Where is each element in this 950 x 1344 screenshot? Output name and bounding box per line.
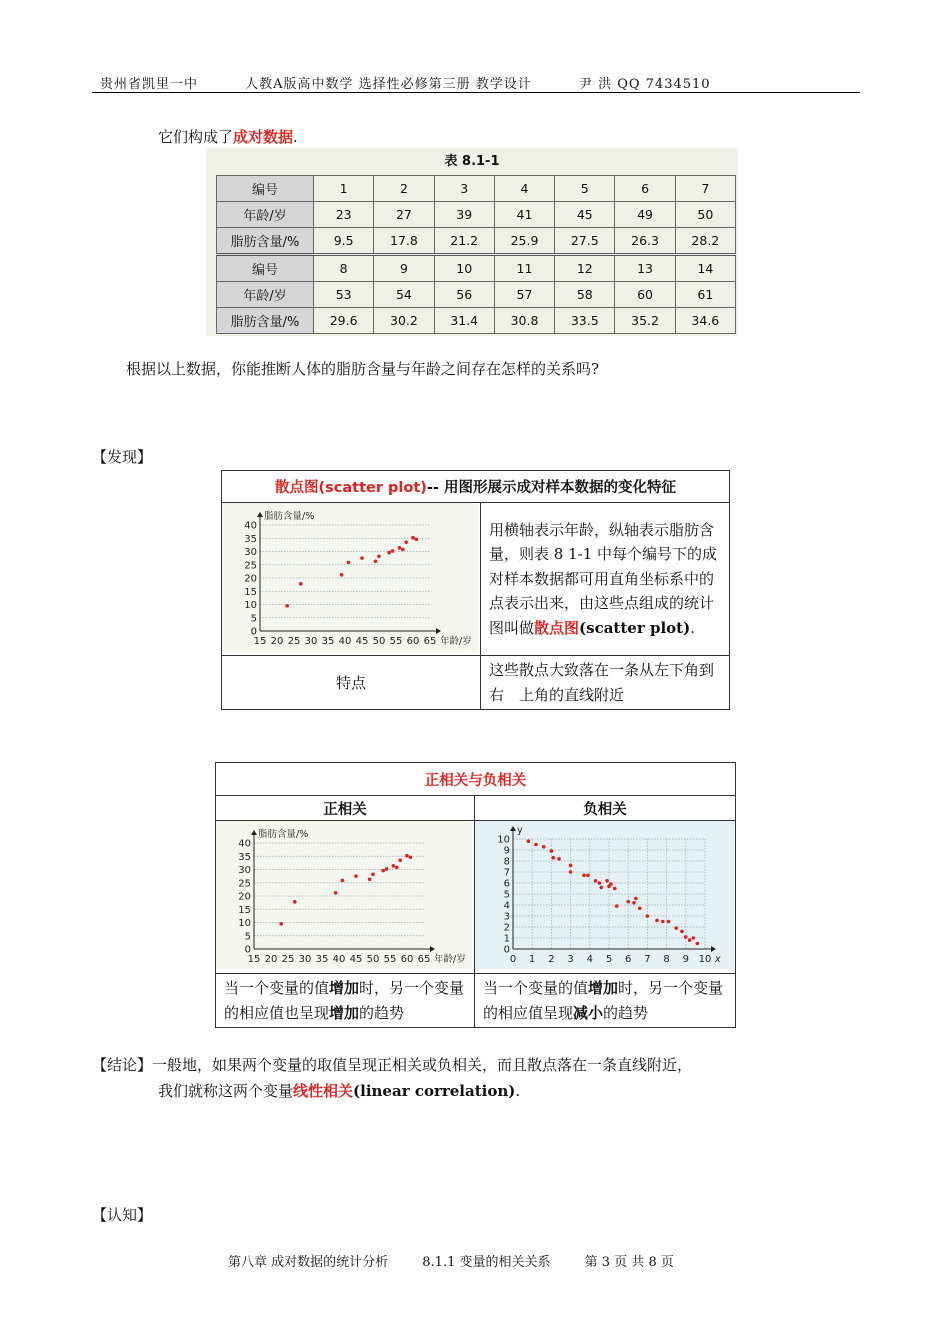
pos-text-bold-2: 增加 [329, 1003, 360, 1022]
y-tick-label: 25 [238, 878, 251, 890]
header-course: 人教A版高中数学 选择性必修第三册 教学设计 [245, 77, 532, 92]
table-cell: 50 [675, 202, 735, 228]
neg-text-bold-2: 减小 [573, 1003, 604, 1022]
footer-section: 8.1.1 变量的相关关系 [422, 1255, 551, 1270]
y-tick-label: 10 [497, 834, 510, 846]
header-rule [92, 92, 860, 93]
data-point [600, 886, 604, 890]
x-tick-label: 60 [406, 636, 420, 647]
conclusion-text-1: 一般地，如果两个变量的取值呈现正相关或负相关，而且散点落在一条直线附近， [152, 1056, 693, 1074]
pos-text-bold-1: 增加 [329, 979, 360, 997]
table-cell: 14 [675, 255, 735, 282]
y-tick-label: 8 [503, 856, 510, 868]
x-tick-label: 35 [321, 636, 335, 647]
footer-chapter: 第八章 成对数据的统计分析 [228, 1255, 389, 1270]
x-tick-label: 30 [304, 636, 318, 647]
table-cell: 41 [494, 202, 554, 228]
data-point [527, 839, 531, 843]
table-cell: 11 [494, 255, 554, 282]
data-table [216, 175, 736, 334]
data-point [392, 864, 396, 868]
correlation-box [215, 762, 736, 1028]
data-point [411, 536, 415, 540]
table-cell: 1 [314, 176, 374, 202]
x-tick-label: 5 [605, 954, 613, 965]
y-tick-label: 4 [503, 900, 510, 912]
x-tick-label: 8 [663, 954, 670, 965]
x-tick-label: 20 [264, 954, 278, 965]
x-axis-label: 年龄/岁 [440, 636, 472, 647]
table-cell: 27.5 [555, 228, 615, 255]
scatter-definition-box [221, 470, 730, 710]
x-tick-label: 30 [298, 954, 312, 965]
y-tick-label: 35 [244, 533, 257, 545]
table-cell: 58 [555, 282, 615, 308]
table-cell: 7 [675, 176, 735, 202]
pos-text-3: 的趋势 [359, 1003, 405, 1022]
page-footer [228, 1251, 704, 1270]
data-point [594, 879, 598, 883]
data-point [354, 874, 358, 878]
row-label-age: 年龄/岁 [217, 282, 314, 308]
x-tick-label: 1 [529, 954, 536, 965]
data-point [347, 561, 351, 565]
x-tick-label: 15 [247, 954, 261, 965]
table-cell: 45 [555, 202, 615, 228]
pos-text-1: 当一个变量的值 [224, 979, 330, 997]
data-point [613, 887, 617, 891]
neg-text-3: 的趋势 [603, 1003, 649, 1022]
data-point [684, 935, 688, 939]
positive-chart-cell [216, 821, 475, 974]
page-header [100, 73, 753, 92]
feature-label: 特点 [222, 656, 481, 710]
data-point [398, 546, 402, 550]
data-point [598, 881, 602, 885]
y-tick-label: 2 [503, 922, 510, 934]
data-point [409, 856, 413, 860]
table-cell: 21.2 [434, 228, 494, 255]
table-row [217, 228, 736, 255]
correlation-title: 正相关与负相关 [216, 763, 736, 796]
x-tick-label: 45 [355, 636, 369, 647]
y-tick-label: 40 [244, 520, 257, 532]
table-cell: 26.3 [615, 228, 675, 255]
table-row [217, 282, 736, 308]
chart-background [475, 821, 735, 969]
data-point [626, 900, 630, 904]
footer-page: 第 3 页 共 8 页 [584, 1255, 674, 1270]
table-cell: 39 [434, 202, 494, 228]
x-tick-label: 65 [417, 954, 431, 965]
header-school: 贵州省凯里一中 [100, 77, 199, 92]
data-point [404, 540, 408, 544]
y-tick-label: 40 [238, 838, 251, 850]
table-cell: 56 [434, 282, 494, 308]
table-cell: 53 [314, 282, 374, 308]
data-point [609, 882, 613, 886]
negative-text [475, 974, 736, 1028]
table-cell: 27 [374, 202, 434, 228]
x-tick-label: 25 [287, 636, 301, 647]
negative-label: 负相关 [475, 796, 736, 821]
data-point [381, 869, 385, 873]
y-axis-label: y [517, 825, 523, 836]
table-cell: 5 [555, 176, 615, 202]
data-point [391, 549, 395, 553]
x-tick-label: 60 [400, 954, 414, 965]
question-text: 根据以上数据，你能推断人体的脂肪含量与年龄之间存在怎样的关系吗? [126, 360, 600, 378]
row-label-id: 编号 [217, 176, 314, 202]
x-tick-label: 35 [315, 954, 329, 965]
table-cell: 8 [314, 255, 374, 282]
data-point [542, 845, 546, 849]
data-point [667, 920, 671, 924]
positive-label: 正相关 [216, 796, 475, 821]
intro-prefix: 它们构成了 [158, 128, 234, 146]
data-point [569, 864, 573, 868]
y-tick-label: 0 [244, 944, 251, 956]
table-cell: 29.6 [314, 308, 374, 334]
x-tick-label: 10 [698, 954, 712, 965]
x-tick-label: 50 [366, 954, 380, 965]
x-tick-label: 55 [383, 954, 397, 965]
feature-text: 这些散点大致落在一条从左下角到右 上角的直线附近 [481, 656, 730, 710]
data-point [334, 891, 338, 895]
x-tick-label: 0 [509, 954, 517, 965]
y-tick-label: 35 [238, 851, 251, 863]
table-row [217, 202, 736, 228]
y-tick-label: 7 [503, 867, 510, 879]
y-tick-label: 30 [238, 865, 251, 876]
positive-text [216, 974, 475, 1028]
data-point [638, 907, 642, 911]
y-tick-label: 15 [238, 904, 251, 916]
conclusion-bold: (linear correlation) [353, 1082, 516, 1100]
x-tick-label: 45 [349, 954, 363, 965]
conclusion-line-1 [92, 1054, 692, 1075]
table-cell: 57 [494, 282, 554, 308]
data-point [285, 604, 289, 608]
data-point [605, 879, 609, 883]
data-point [646, 914, 650, 918]
conclusion-text-2: 我们就称这两个变量 [158, 1082, 294, 1100]
conclusion-line-2 [158, 1080, 520, 1101]
y-tick-label: 10 [244, 600, 257, 611]
x-tick-label: 2 [548, 954, 555, 965]
data-point [387, 551, 391, 555]
y-tick-label: 5 [244, 931, 251, 943]
table-cell: 28.2 [675, 228, 735, 255]
data-point [401, 548, 405, 552]
data-point [371, 872, 375, 876]
neg-text-2: 时，另一个变量的相应值呈现 [483, 979, 724, 1022]
table-cell: 10 [434, 255, 494, 282]
table-cell: 30.8 [494, 308, 554, 334]
x-tick-label: 20 [270, 636, 284, 647]
data-point [385, 867, 389, 871]
data-point [398, 858, 402, 862]
data-point [586, 874, 590, 878]
data-point [299, 582, 303, 586]
data-point [557, 857, 561, 861]
scatter-title-red: 散点图(scatter plot) [275, 480, 427, 496]
x-tick-label: 4 [586, 954, 593, 965]
intro-suffix: . [293, 128, 298, 146]
data-point [368, 878, 372, 882]
y-tick-label: 0 [503, 944, 510, 956]
y-tick-label: 5 [250, 613, 257, 625]
y-tick-label: 3 [503, 911, 510, 923]
y-tick-label: 20 [238, 891, 251, 903]
data-point [552, 856, 556, 860]
table-cell: 13 [615, 255, 675, 282]
neg-text-1: 当一个变量的值 [483, 979, 589, 997]
scatter-chart-age-fat [222, 503, 478, 651]
table-cell: 33.5 [555, 308, 615, 334]
y-tick-label: 1 [503, 933, 510, 945]
negative-scatter-chart [475, 821, 735, 969]
scatter-desc-text: 用横轴表示年龄，纵轴表示脂肪含量，则表 8 1-1 中每个编号下的成对样本数据都可用直角坐标系中的点表示出来，由这些点组成的统计图叫做 [489, 520, 718, 637]
y-tick-label: 0 [250, 626, 257, 638]
intro-highlight: 成对数据 [233, 128, 294, 146]
scatter-chart-cell [222, 503, 481, 656]
x-tick-label: 9 [682, 954, 689, 965]
header-author: 尹 洪 QQ 7434510 [578, 77, 711, 92]
scatter-desc-end: . [690, 618, 695, 637]
table-cell: 4 [494, 176, 554, 202]
data-table-image [206, 148, 738, 336]
data-point [569, 870, 573, 874]
y-tick-label: 10 [238, 918, 251, 929]
data-point [340, 573, 344, 577]
data-point [688, 938, 692, 942]
table-cell: 30.2 [374, 308, 434, 334]
data-point [550, 849, 554, 853]
data-point [534, 843, 538, 847]
recognize-tag: 【认知】 [92, 1206, 153, 1224]
scatter-box-title [222, 471, 730, 503]
data-point [674, 926, 678, 930]
data-point [405, 854, 409, 858]
y-tick-label: 25 [244, 560, 257, 572]
data-point [696, 942, 700, 946]
data-point [680, 930, 684, 934]
x-tick-label: 50 [372, 636, 386, 647]
data-point [692, 936, 696, 940]
row-label-fat: 脂肪含量/% [217, 308, 314, 334]
x-tick-label: 3 [567, 954, 574, 965]
x-tick-label: 55 [389, 636, 403, 647]
y-tick-label: 6 [503, 878, 510, 890]
discover-tag: 【发现】 [92, 448, 153, 466]
data-point [360, 556, 364, 560]
x-tick-label: 7 [644, 954, 651, 965]
scatter-desc-red: 散点图 [534, 618, 580, 637]
data-point [341, 879, 345, 883]
x-tick-label: 6 [625, 954, 632, 965]
x-tick-label: 25 [281, 954, 295, 965]
row-label-fat: 脂肪含量/% [217, 228, 314, 255]
table-cell: 2 [374, 176, 434, 202]
x-tick-label: 65 [423, 636, 437, 647]
data-point [632, 901, 636, 905]
data-point [615, 904, 619, 908]
table-cell: 49 [615, 202, 675, 228]
x-tick-label: 40 [338, 636, 352, 647]
data-point [293, 900, 297, 904]
y-tick-label: 30 [244, 547, 257, 558]
scatter-description [481, 503, 730, 656]
table-row [217, 308, 736, 334]
table-cell: 9 [374, 255, 434, 282]
row-label-id: 编号 [217, 255, 314, 282]
x-tick-label: 15 [253, 636, 267, 647]
positive-scatter-chart [216, 821, 472, 969]
pos-text-2: 时，另一个变量的相应值也呈现 [224, 979, 465, 1022]
table-cell: 25.9 [494, 228, 554, 255]
table-cell: 12 [555, 255, 615, 282]
table-cell: 3 [434, 176, 494, 202]
table-cell: 35.2 [615, 308, 675, 334]
table-cell: 61 [675, 282, 735, 308]
negative-chart-cell [475, 821, 736, 974]
y-tick-label: 20 [244, 573, 257, 585]
scatter-desc-bold: (scatter plot) [579, 618, 691, 637]
table-cell: 17.8 [374, 228, 434, 255]
x-tick-label: 40 [332, 954, 346, 965]
neg-text-bold-1: 增加 [588, 979, 619, 997]
data-point [279, 922, 283, 926]
data-point [582, 874, 586, 878]
x-axis-label: 年龄/岁 [434, 954, 466, 965]
data-point [395, 866, 399, 870]
table-cell: 34.6 [675, 308, 735, 334]
data-point [634, 897, 638, 901]
data-point [655, 919, 659, 923]
y-axis-label: 脂肪含量/% [258, 829, 309, 840]
data-point [374, 560, 378, 564]
data-point [377, 554, 381, 558]
table-cell: 54 [374, 282, 434, 308]
table-cell: 60 [615, 282, 675, 308]
table-cell: 23 [314, 202, 374, 228]
y-tick-label: 9 [503, 845, 510, 857]
intro-line [158, 126, 298, 147]
x-axis-label: x [715, 954, 721, 965]
table-row [217, 176, 736, 202]
y-tick-label: 15 [244, 586, 257, 598]
table-cell: 9.5 [314, 228, 374, 255]
table-row [217, 255, 736, 282]
scatter-title-rest: -- 用图形展示成对样本数据的变化特征 [426, 480, 676, 496]
conclusion-red: 线性相关 [293, 1082, 354, 1100]
row-label-age: 年龄/岁 [217, 202, 314, 228]
data-point [415, 538, 419, 542]
table-caption: 表 8.1-1 [444, 154, 500, 169]
conclusion-end: . [515, 1082, 521, 1100]
table-cell: 6 [615, 176, 675, 202]
data-point [661, 920, 665, 924]
conclusion-tag: 【结论】 [92, 1056, 153, 1074]
y-tick-label: 5 [503, 889, 510, 901]
table-cell: 31.4 [434, 308, 494, 334]
y-axis-label: 脂肪含量/% [264, 511, 315, 522]
